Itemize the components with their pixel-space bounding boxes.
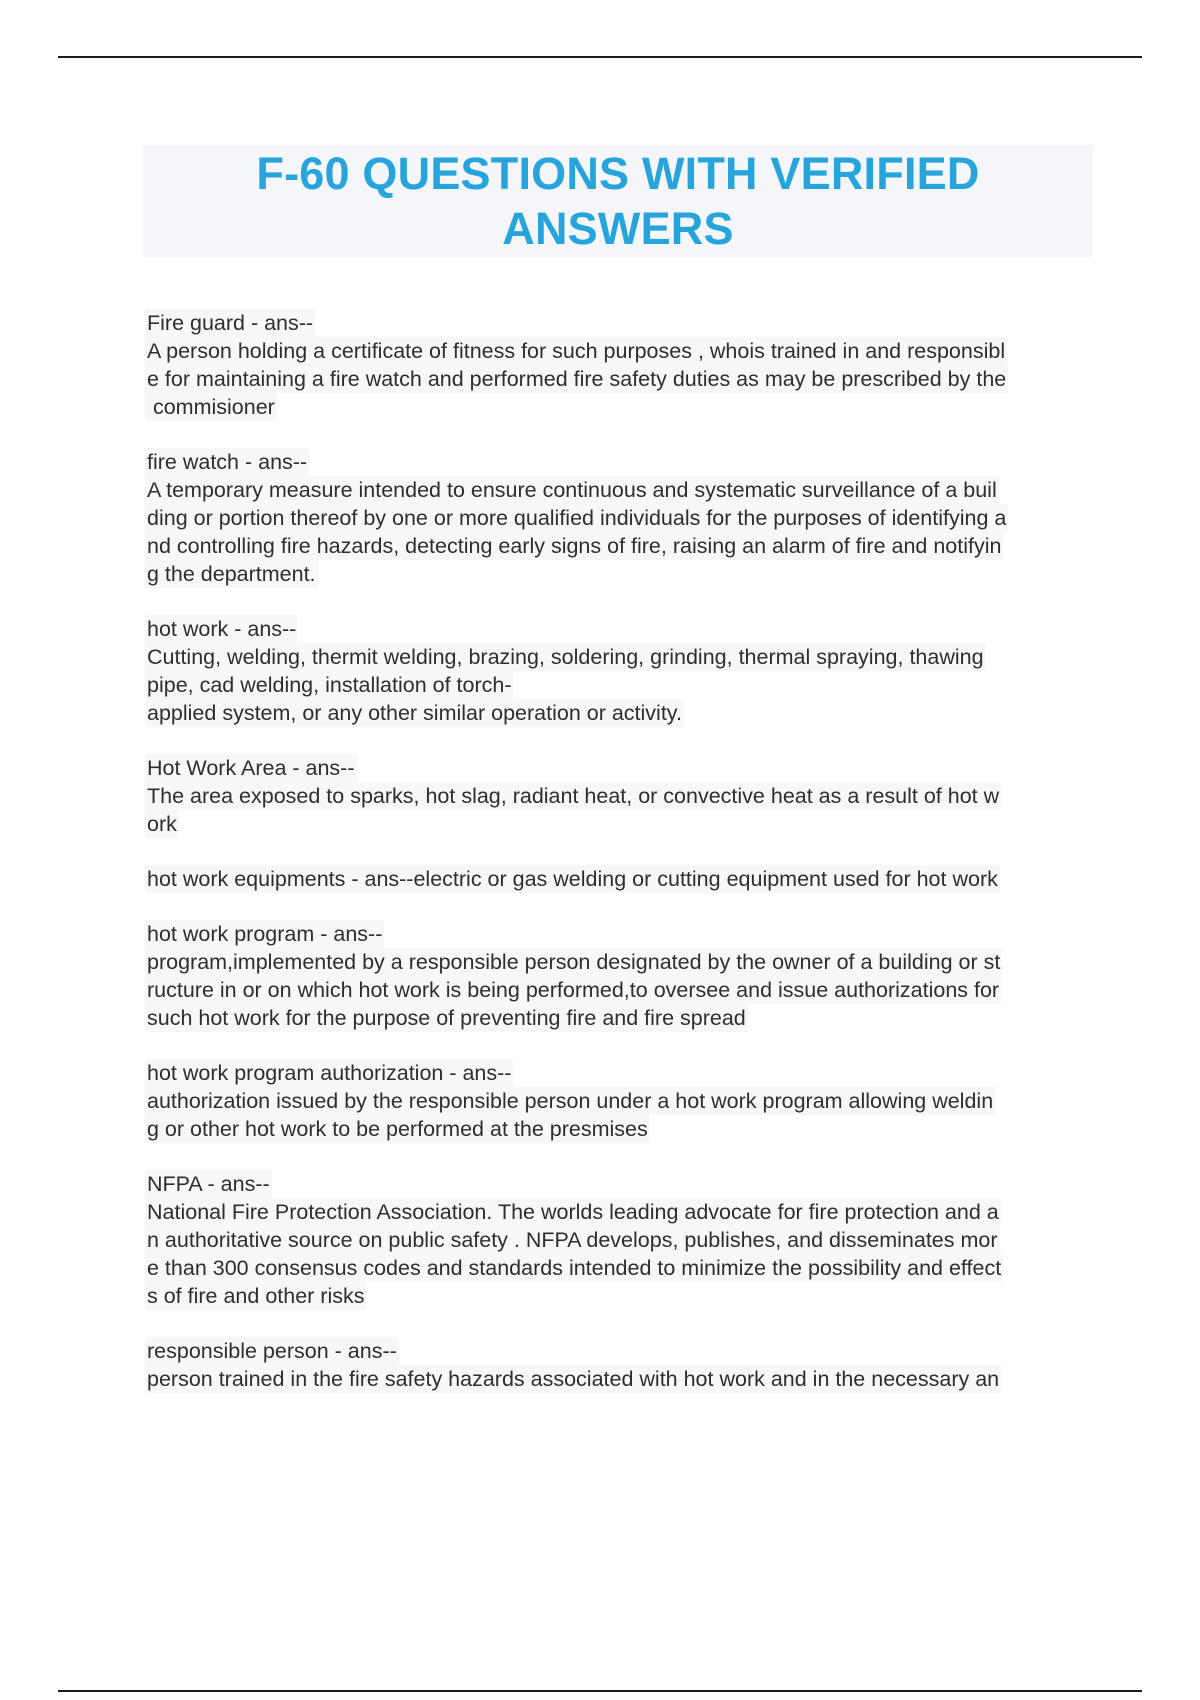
title-banner	[143, 145, 1093, 257]
qa-definition-line: g the department.	[147, 562, 316, 586]
qa-term-line: hot work - ans--	[147, 617, 297, 641]
qa-entry	[145, 1337, 1100, 1393]
qa-entry	[145, 920, 1100, 1032]
qa-definition-line: ructure in or on which hot work is being performed,to oversee and issue authorizations for	[147, 978, 1000, 1002]
qa-definition-line: A person holding a certificate of fitness for such purposes , whois trained in and responsibl	[147, 339, 1006, 363]
qa-term-line: fire watch - ans--	[147, 450, 308, 474]
bottom-rule	[58, 1690, 1142, 1692]
qa-term-line: hot work program - ans--	[147, 922, 383, 946]
qa-definition-line: National Fire Protection Association. The worlds leading advocate for fire protection and a	[147, 1200, 999, 1224]
qa-entry	[145, 1059, 1100, 1143]
qa-term-line: NFPA - ans--	[147, 1172, 270, 1196]
qa-definition-line: commisioner	[147, 395, 275, 419]
qa-definition-line: program,implemented by a responsible person designated by the owner of a building or st	[147, 950, 1001, 974]
qa-term-line: Hot Work Area - ans--	[147, 756, 355, 780]
qa-definition-line: pipe, cad welding, installation of torch-	[147, 673, 512, 697]
qa-definition-line: Cutting, welding, thermit welding, brazing, soldering, grinding, thermal spraying, thawing	[147, 645, 984, 669]
qa-list	[145, 309, 1100, 1420]
qa-entry	[145, 1170, 1100, 1310]
title-line-1: F-60 QUESTIONS WITH VERIFIED	[256, 148, 980, 199]
qa-definition-line: person trained in the fire safety hazards associated with hot work and in the necessary an	[147, 1367, 1000, 1391]
title-line-2: ANSWERS	[502, 203, 734, 254]
qa-entry	[145, 448, 1100, 588]
qa-definition-line: g or other hot work to be performed at the presmises	[147, 1117, 648, 1141]
qa-definition-line: nd controlling fire hazards, detecting early signs of fire, raising an alarm of fire and notifyin	[147, 534, 1002, 558]
qa-term-line: hot work program authorization - ans--	[147, 1061, 512, 1085]
qa-definition-line: applied system, or any other similar operation or activity.	[147, 701, 682, 725]
qa-definition-line: such hot work for the purpose of preventing fire and fire spread	[147, 1006, 746, 1030]
qa-term-line: Fire guard - ans--	[147, 311, 314, 335]
qa-definition-line: e for maintaining a fire watch and performed fire safety duties as may be prescribed by the	[147, 367, 1007, 391]
qa-term-line: responsible person - ans--	[147, 1339, 397, 1363]
qa-definition-line: ding or portion thereof by one or more qualified individuals for the purposes of identifying a	[147, 506, 1007, 530]
qa-definition-line: A temporary measure intended to ensure continuous and systematic surveillance of a buil	[147, 478, 997, 502]
qa-term-line: hot work equipments - ans--electric or gas welding or cutting equipment used for hot work	[147, 867, 998, 891]
qa-definition-line: ork	[147, 812, 177, 836]
qa-entry	[145, 754, 1100, 838]
qa-definition-line: The area exposed to sparks, hot slag, radiant heat, or convective heat as a result of hot w	[147, 784, 1000, 808]
top-rule	[58, 56, 1142, 58]
qa-entry	[145, 865, 1100, 893]
qa-definition-line: e than 300 consensus codes and standards intended to minimize the possibility and effect	[147, 1256, 1002, 1280]
qa-definition-line: authorization issued by the responsible person under a hot work program allowing weldin	[147, 1089, 994, 1113]
qa-entry	[145, 615, 1100, 727]
qa-definition-line: s of fire and other risks	[147, 1284, 365, 1308]
qa-definition-line: n authoritative source on public safety . NFPA develops, publishes, and disseminates mor	[147, 1228, 998, 1252]
document-title	[208, 146, 1028, 256]
qa-entry	[145, 309, 1100, 421]
